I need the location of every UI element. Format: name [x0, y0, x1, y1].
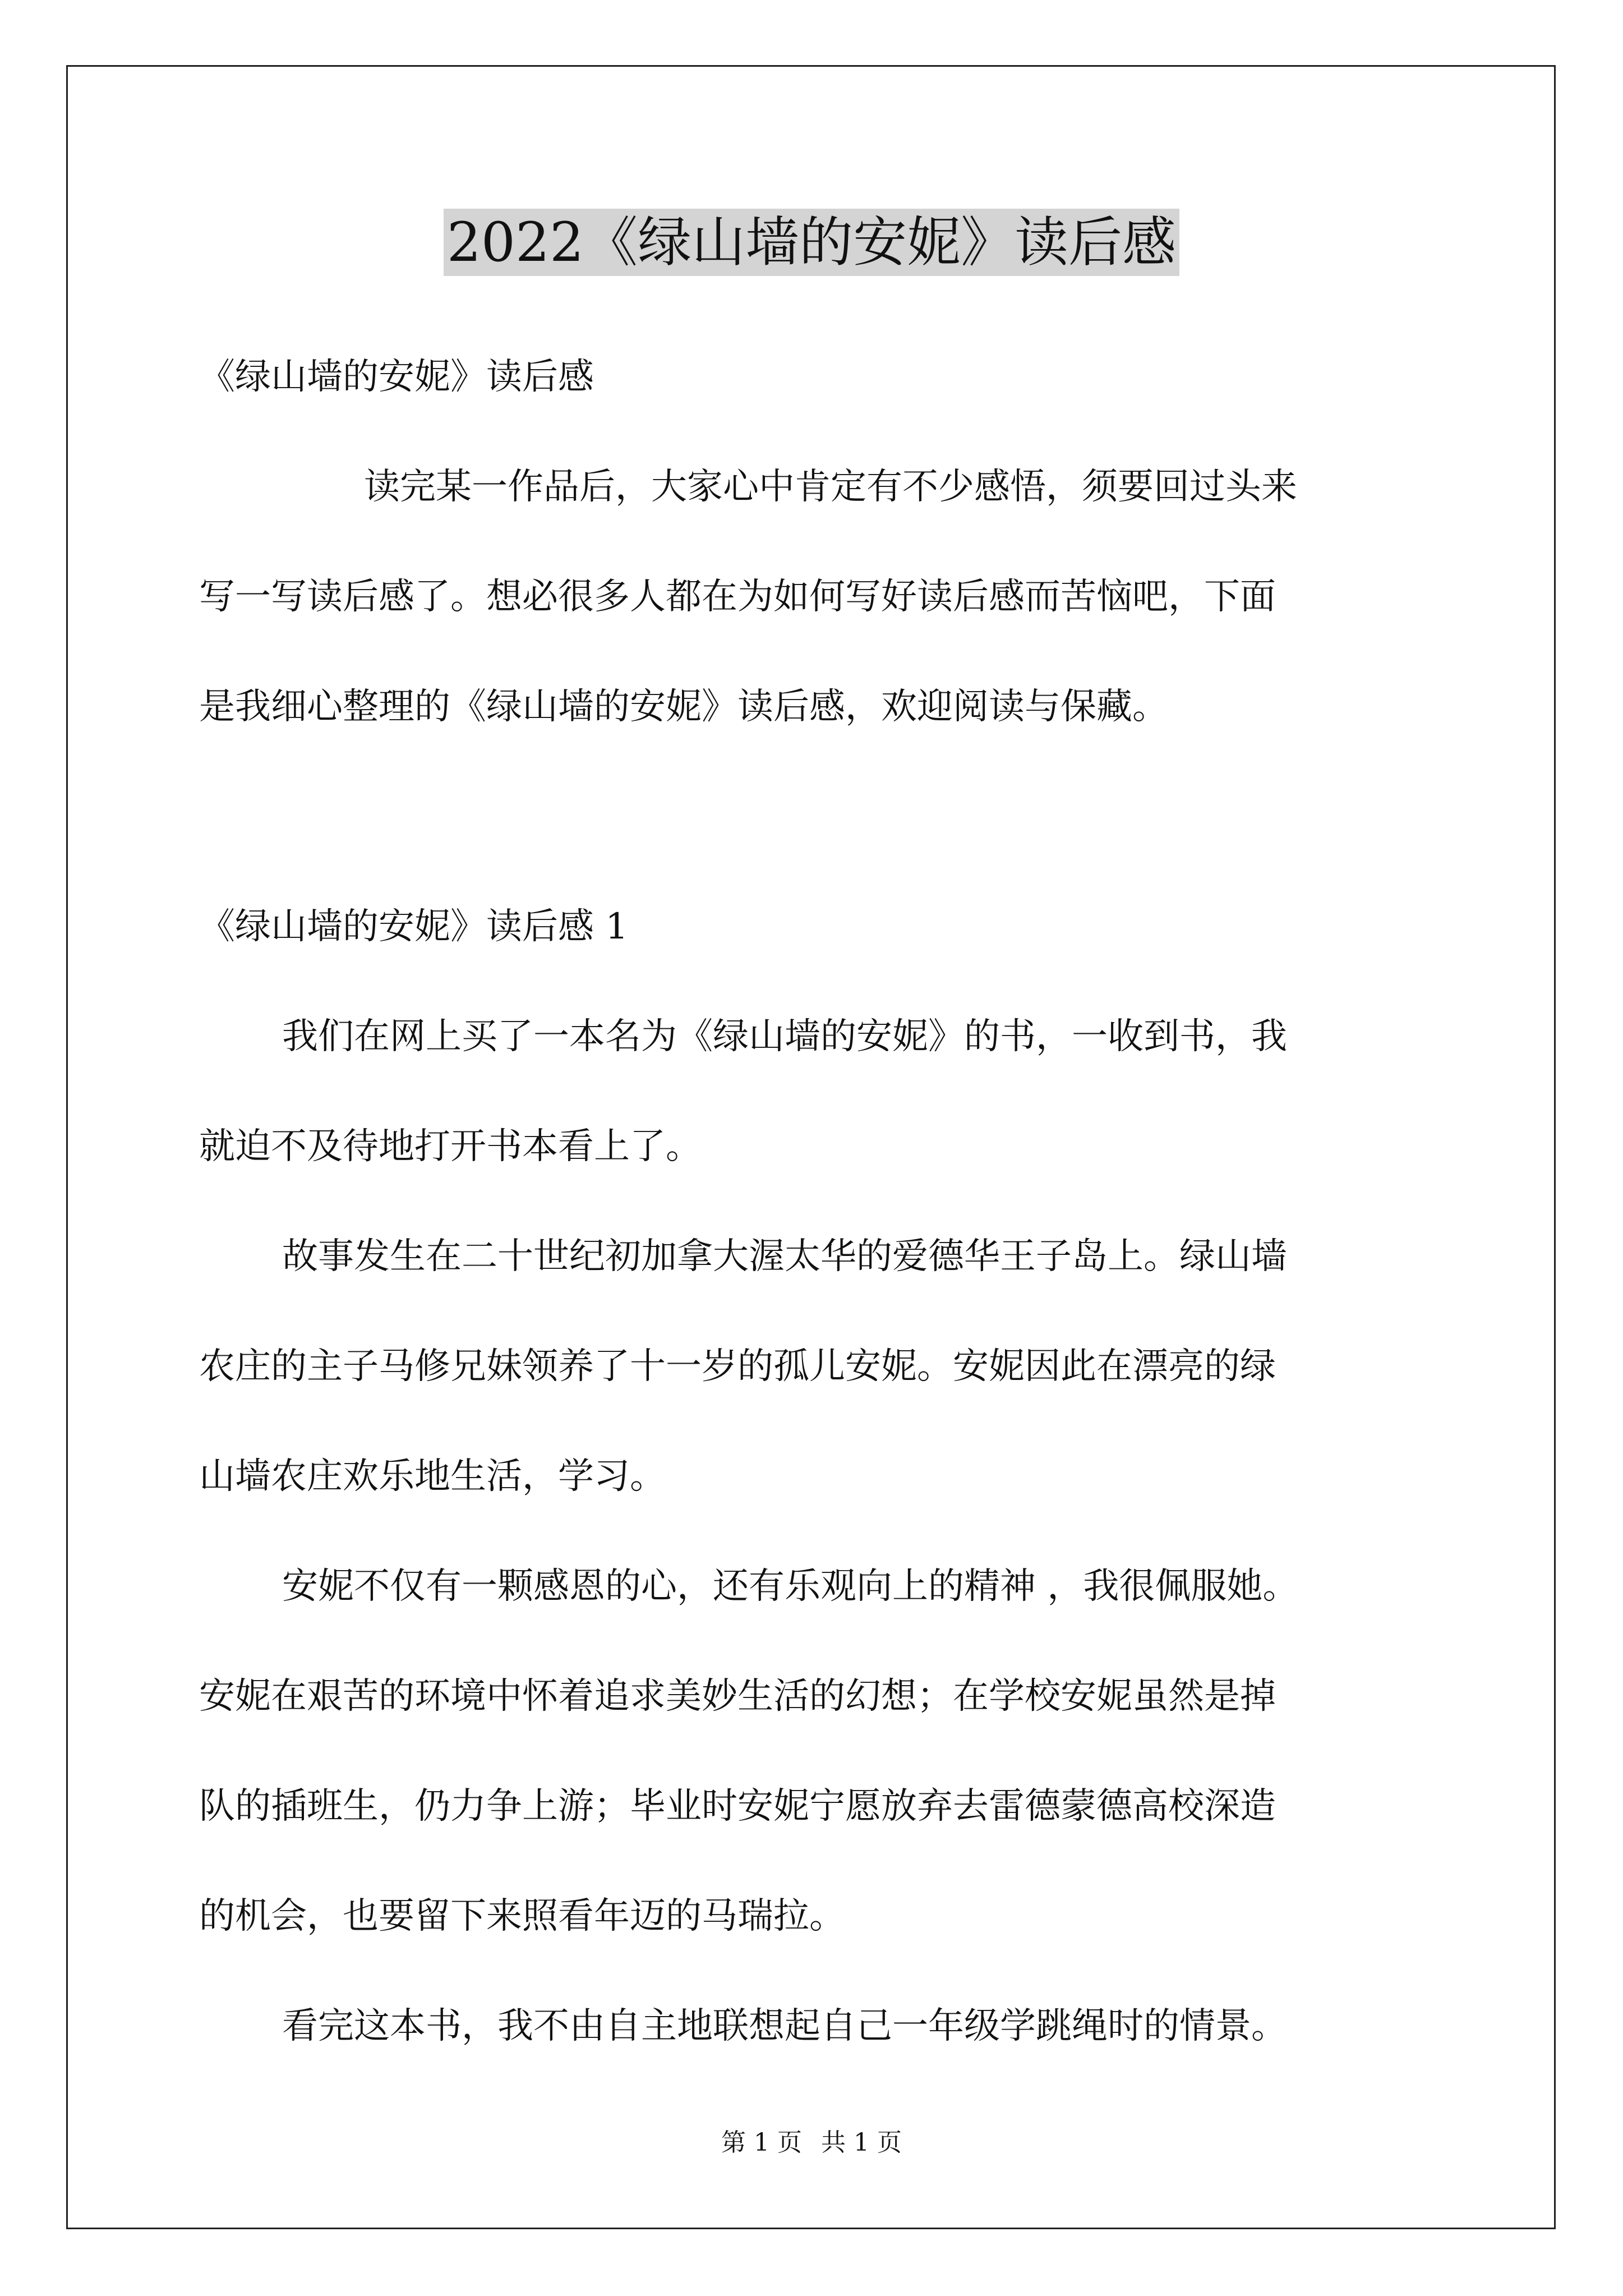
paragraph-line: 就迫不及待地打开书本看上了。	[199, 1126, 702, 1167]
page-number-total: 共 1 页	[821, 2128, 902, 2157]
paragraph-line: 故事发生在二十世纪初加拿大渥太华的爱德华王子岛上。绿山墙	[282, 1236, 1287, 1277]
paragraph-line: 山墙农庄欢乐地生活，学习。	[199, 1456, 666, 1497]
document-subtitle: 《绿山墙的安妮》读后感	[199, 356, 594, 398]
paragraph-line: 的机会，也要留下来照看年迈的马瑞拉。	[199, 1895, 845, 1937]
intro-line: 写一写读后感了。想必很多人都在为如何写好读后感而苦恼吧，下面	[199, 576, 1276, 618]
intro-line: 是我细心整理的《绿山墙的安妮》读后感，欢迎阅读与保藏。	[199, 686, 1168, 728]
paragraph-line: 看完这本书，我不由自主地联想起自己一年级学跳绳时的情景。	[282, 2005, 1287, 2047]
document-title-text: 2022《绿山墙的安妮》读后感	[444, 209, 1179, 276]
paragraph-line: 队的插班生，仍力争上游；毕业时安妮宁愿放弃去雷德蒙德高校深造	[199, 1786, 1276, 1827]
section-heading: 《绿山墙的安妮》读后感 1	[199, 906, 629, 947]
page-footer	[0, 2126, 1623, 2160]
paragraph-line: 安妮不仅有一颗感恩的心，还有乐观向上的精神 ，我很佩服她。	[282, 1566, 1299, 1607]
document-body	[199, 349, 1427, 2054]
document-title	[0, 203, 1623, 282]
intro-line: 读完某一作品后，大家心中肯定有不少感悟，须要回过头来	[364, 466, 1297, 508]
paragraph-line: 农庄的主子马修兄妹领养了十一岁的孤儿安妮。安妮因此在漂亮的绿	[199, 1346, 1276, 1387]
paragraph-line: 我们在网上买了一本名为《绿山墙的安妮》的书，一收到书，我	[282, 1016, 1287, 1057]
page-number-current: 第 1 页	[721, 2128, 802, 2157]
paragraph-line: 安妮在艰苦的环境中怀着追求美妙生活的幻想；在学校安妮虽然是掉	[199, 1676, 1276, 1717]
